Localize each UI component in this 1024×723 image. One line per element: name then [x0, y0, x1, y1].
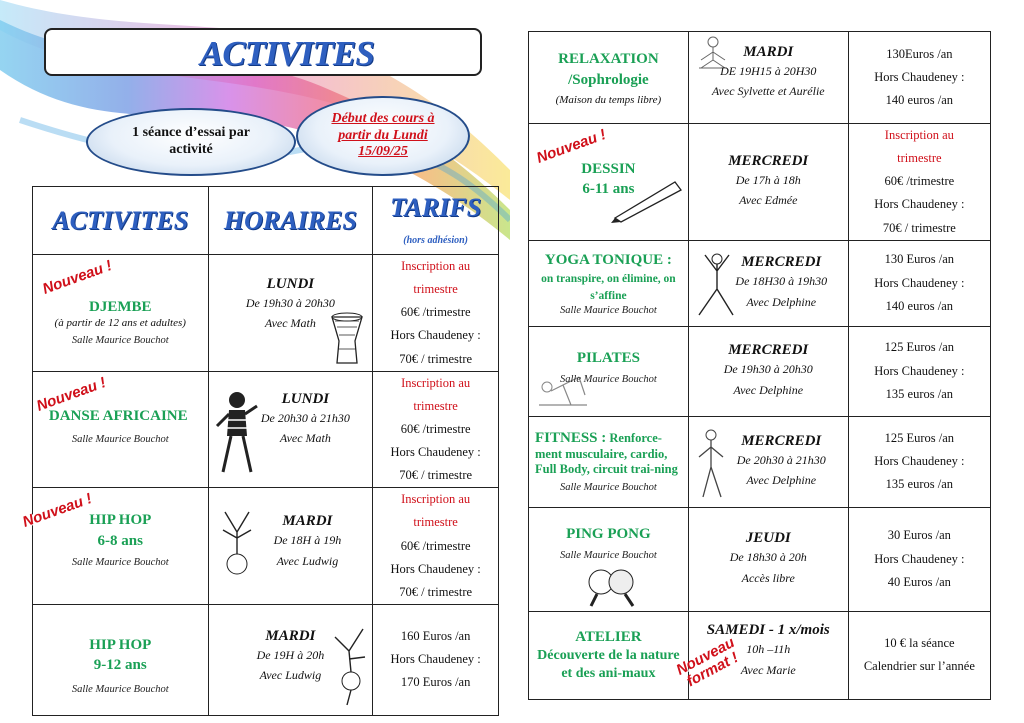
nouveau-badge: Nouveau !: [534, 126, 609, 167]
nouveau-badge: Nouveau !: [20, 490, 95, 532]
price-cell: 125 Euros /an Hors Chaudeney : 135 euros /an: [848, 326, 990, 416]
schedule-cell: LUNDI De 19h30 à 20h30 Avec Math: [208, 255, 373, 372]
essai-badge: 1 séance d’essai par activité: [86, 108, 296, 176]
schedule-cell: MARDI De 19H à 20h Avec Ludwig: [208, 604, 373, 715]
left-activities-table: [20, 186, 499, 716]
activity-cell: Nouveau ! DJEMBE (à partir de 12 ans et adultes) Salle Maurice Bouchot: [33, 255, 209, 372]
ping-pong-paddles-icon: [585, 566, 641, 608]
table-row: [529, 507, 991, 611]
right-activities-table: [528, 31, 991, 700]
schedule-cell: MERCREDI De 20h30 à 21h30 Avec Delphine: [688, 416, 848, 507]
nouveau-badge: Nouveau !: [40, 257, 115, 298]
activity-cell: Nouveau ! HIP HOP 6-8 ans Salle Maurice Bouchot: [33, 488, 209, 605]
activity-cell: PILATES Salle Maurice Bouchot: [529, 326, 689, 416]
activity-cell: PING PONG Salle Maurice Bouchot: [529, 507, 689, 611]
price-cell: Inscription au trimestre 60€ /trimestre Hors Chaudeney : 70€ / trimestre: [848, 124, 990, 241]
activity-cell: ATELIER Découverte de la nature et des ani-maux: [529, 611, 689, 699]
table-header-row: [33, 187, 499, 255]
price-cell: Inscription au trimestre 60€ /trimestre Hors Chaudeney : 70€ / trimestre: [373, 488, 499, 605]
table-row: [529, 32, 991, 124]
price-cell: 130 Euros /an Hors Chaudeney : 140 euros /an: [848, 240, 990, 326]
debut-badge: Début des cours à partir du Lundi 15/09/25: [296, 96, 470, 176]
price-cell: Inscription au trimestre 60€ /trimestre Hors Chaudeney : 70€ / trimestre: [373, 255, 499, 372]
activity-cell: HIP HOP 9-12 ans Salle Maurice Bouchot: [33, 604, 209, 715]
price-cell: 125 Euros /an Hors Chaudeney : 135 euros /an: [848, 416, 990, 507]
activity-cell: YOGA TONIQUE : on transpire, on élimine, on s’affine Salle Maurice Bouchot: [529, 240, 689, 326]
table-row: [529, 326, 991, 416]
activity-cell: Nouveau ! DESSIN 6-11 ans: [529, 124, 689, 241]
schedule-cell: MERCREDI De 18H30 à 19h30 Avec Delphine: [688, 240, 848, 326]
table-row: [529, 611, 991, 699]
price-cell: 10 € la séance Calendrier sur l’année: [848, 611, 990, 699]
header-tarifs: TARIFS (hors adhésion): [373, 187, 499, 255]
price-cell: 160 Euros /an Hors Chaudeney : 170 Euros /an: [373, 604, 499, 715]
activity-cell: RELAXATION /Sophrologie (Maison du temps libre): [529, 32, 689, 124]
schedule-cell: MARDI DE 19H15 à 20H30 Avec Sylvette et Aurélie: [688, 32, 848, 124]
schedule-cell: LUNDI De 20h30 à 21h30 Avec Math: [208, 371, 373, 488]
schedule-cell: MERCREDI De 19h30 à 20h30 Avec Delphine: [688, 326, 848, 416]
schedule-cell: JEUDI De 18h30 à 20h Accès libre: [688, 507, 848, 611]
activity-cell: Nouveau ! DANSE AFRICAINE Salle Maurice Bouchot: [33, 371, 209, 488]
price-cell: 130Euros /an Hors Chaudeney : 140 euros /an: [848, 32, 990, 124]
table-row: [529, 124, 991, 241]
header-activites: ACTIVITES: [33, 187, 209, 255]
table-row: [529, 416, 991, 507]
schedule-cell: Nouveau format ! SAMEDI - 1 x/mois 10h –11h Avec Marie: [688, 611, 848, 699]
price-cell: Inscription au trimestre 60€ /trimestre Hors Chaudeney : 70€ / trimestre: [373, 371, 499, 488]
table-row: [33, 604, 499, 715]
schedule-cell: MARDI De 18H à 19h Avec Ludwig: [208, 488, 373, 605]
activity-cell: FITNESS : Renforce-ment musculaire, cardio, Full Body, circuit trai-ning Salle Maurice Bouchot: [529, 416, 689, 507]
price-cell: 30 Euros /an Hors Chaudeney : 40 Euros /an: [848, 507, 990, 611]
table-row: [33, 488, 499, 605]
nouveau-format-badge: Nouveau format !: [673, 633, 741, 690]
page-title: ACTIVITES: [200, 34, 374, 73]
nouveau-badge: Nouveau !: [34, 373, 109, 415]
header-horaires: HORAIRES: [208, 187, 373, 255]
schedule-cell: MERCREDI De 17h à 18h Avec Edmée: [688, 124, 848, 241]
table-row: [33, 255, 499, 372]
table-row: [529, 240, 991, 326]
table-row: [33, 371, 499, 488]
